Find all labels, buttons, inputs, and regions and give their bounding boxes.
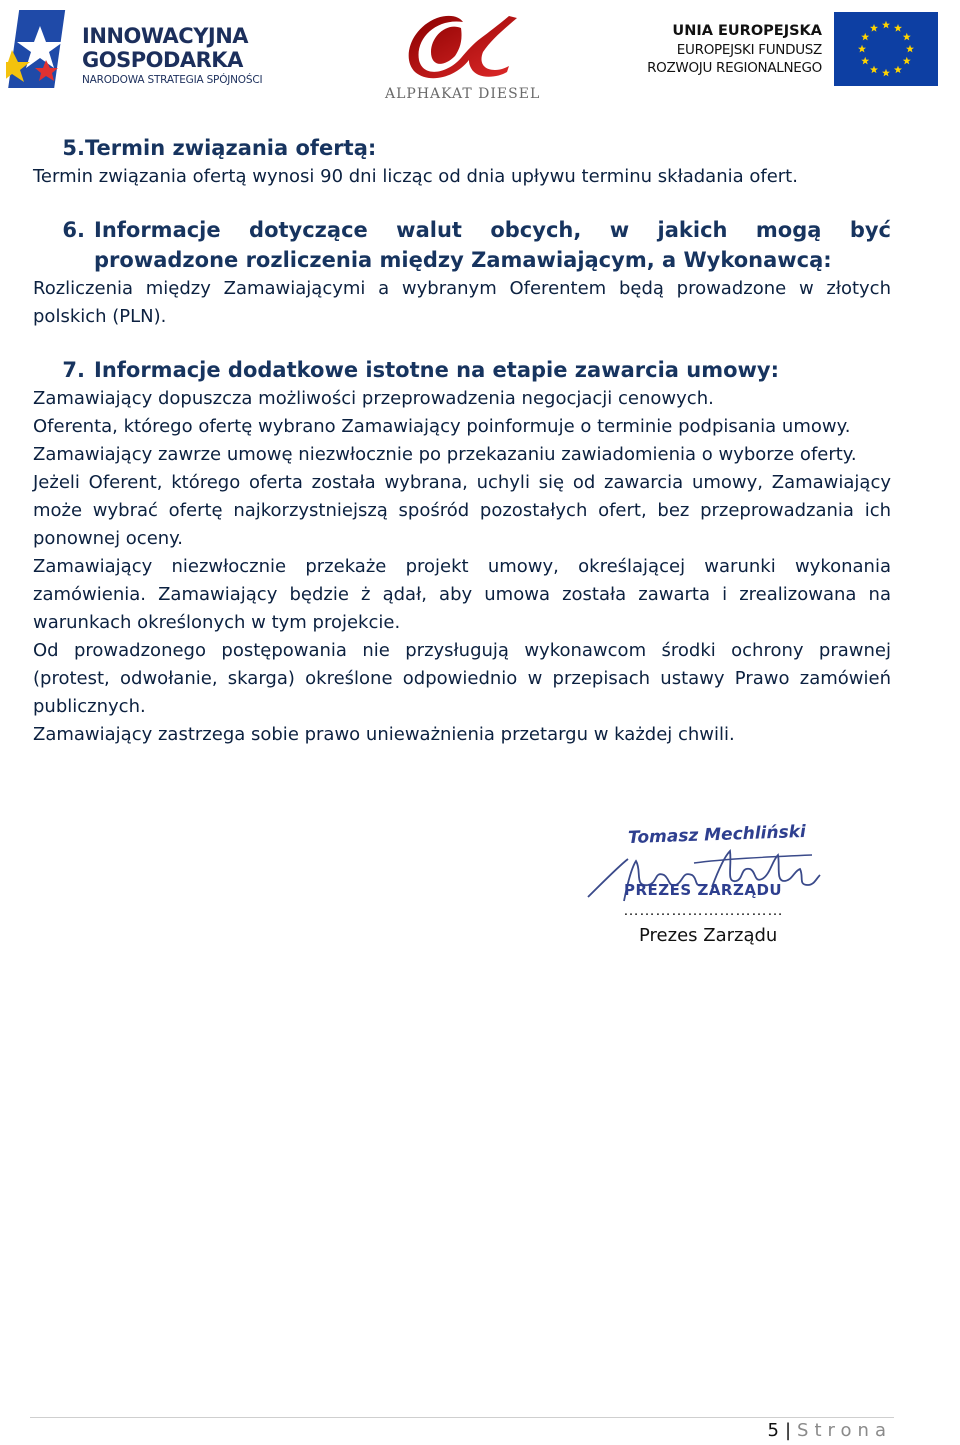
section-6-heading — [33, 215, 891, 275]
section-5-heading — [33, 133, 891, 163]
section-7-title: Informacje dodatkowe istotne na etapie zawarcia umowy: — [94, 358, 779, 382]
ig-star-emblem-icon — [6, 4, 78, 92]
alphakat-diesel-text: ALPHAKAT DIESEL — [385, 86, 541, 102]
eu-logo-line2: EUROPEJSKI FUNDUSZ — [676, 42, 822, 58]
section-5-paragraph: Termin związania ofertą wynosi 90 dni licząc od dnia upływu terminu składania ofert. — [33, 166, 798, 187]
section-6-number: 6. — [62, 218, 85, 242]
innowacyjna-gospodarka-logo — [6, 4, 276, 92]
ig-logo-line1: INNOWACYJNA — [82, 24, 249, 48]
stamp-name: Tomasz Mechliński — [627, 821, 807, 849]
alpha-symbol-icon — [385, 8, 540, 86]
ig-logo-line2: GOSPODARKA — [82, 48, 243, 72]
footer-divider — [30, 1417, 894, 1418]
page-footer — [768, 1420, 892, 1441]
page-separator: | — [784, 1420, 792, 1441]
section-6-title: Informacje dotyczące walut obcych, w jakich mogą być prowadzone rozliczenia między Zamawiającym, a Wykonawcą: — [94, 218, 891, 272]
eu-logo-text — [647, 22, 822, 77]
alphakat-diesel-logo — [385, 8, 540, 104]
eu-flag-icon — [834, 12, 938, 86]
stamp-role: PREZES ZARZĄDU — [624, 881, 783, 899]
section-5-title: Termin związania ofertą: — [85, 136, 377, 160]
ig-logo-line3: NARODOWA STRATEGIA SPÓJNOŚCI — [82, 74, 263, 86]
eu-logo-line1: UNIA EUROPEJSKA — [672, 23, 822, 39]
document-body — [33, 133, 891, 749]
section-7-paragraph: Od prowadzonego postępowania nie przysługują wykonawcom środki ochrony prawnej (protest, odwołanie, skarga) określone odpowiednio w przepisach ustawy Prawo zamówień publicznych. — [33, 640, 891, 717]
signature-dots: ………………………… — [623, 902, 783, 919]
section-5-number: 5. — [62, 136, 85, 160]
page-word: Strona — [797, 1420, 892, 1441]
section-7-paragraph: Zamawiający zawrze umowę niezwłocznie po przekazaniu zawiadomienia o wyborze oferty. — [33, 444, 857, 465]
section-7-paragraph: Oferenta, którego ofertę wybrano Zamawiający poinformuje o terminie podpisania umowy. — [33, 416, 851, 437]
section-7-heading — [33, 355, 891, 385]
signature-stamp — [584, 823, 824, 903]
signature-title: Prezes Zarządu — [639, 925, 778, 946]
eu-logo-line3: ROZWOJU REGIONALNEGO — [647, 60, 822, 76]
section-7-paragraph: Zamawiający zastrzega sobie prawo unieważnienia przetargu w każdej chwili. — [33, 724, 735, 745]
page-number: 5 — [767, 1420, 779, 1441]
section-7-paragraph: Zamawiający dopuszcza możliwości przeprowadzenia negocjacji cenowych. — [33, 388, 714, 409]
section-7-paragraph: Zamawiający niezwłocznie przekaże projekt umowy, określającej warunki wykonania zamówienia. Zamawiający będzie ż ądał, aby umowa została zawarta i zrealizowana na warunkach określonych w tym projekcie. — [33, 556, 891, 633]
section-6-paragraph: Rozliczenia między Zamawiającymi a wybranym Oferentem będą prowadzone w złotych polskich (PLN). — [33, 278, 891, 327]
eu-logo — [640, 12, 940, 88]
section-7-number: 7. — [62, 358, 85, 382]
section-7-paragraph: Jeżeli Oferent, którego oferta została wybrana, uchyli się od zawarcia umowy, Zamawiający może wybrać ofertę najkorzystniejszą spośród pozostałych ofert, bez przeprowadzania ich ponownej oceny. — [33, 472, 891, 549]
